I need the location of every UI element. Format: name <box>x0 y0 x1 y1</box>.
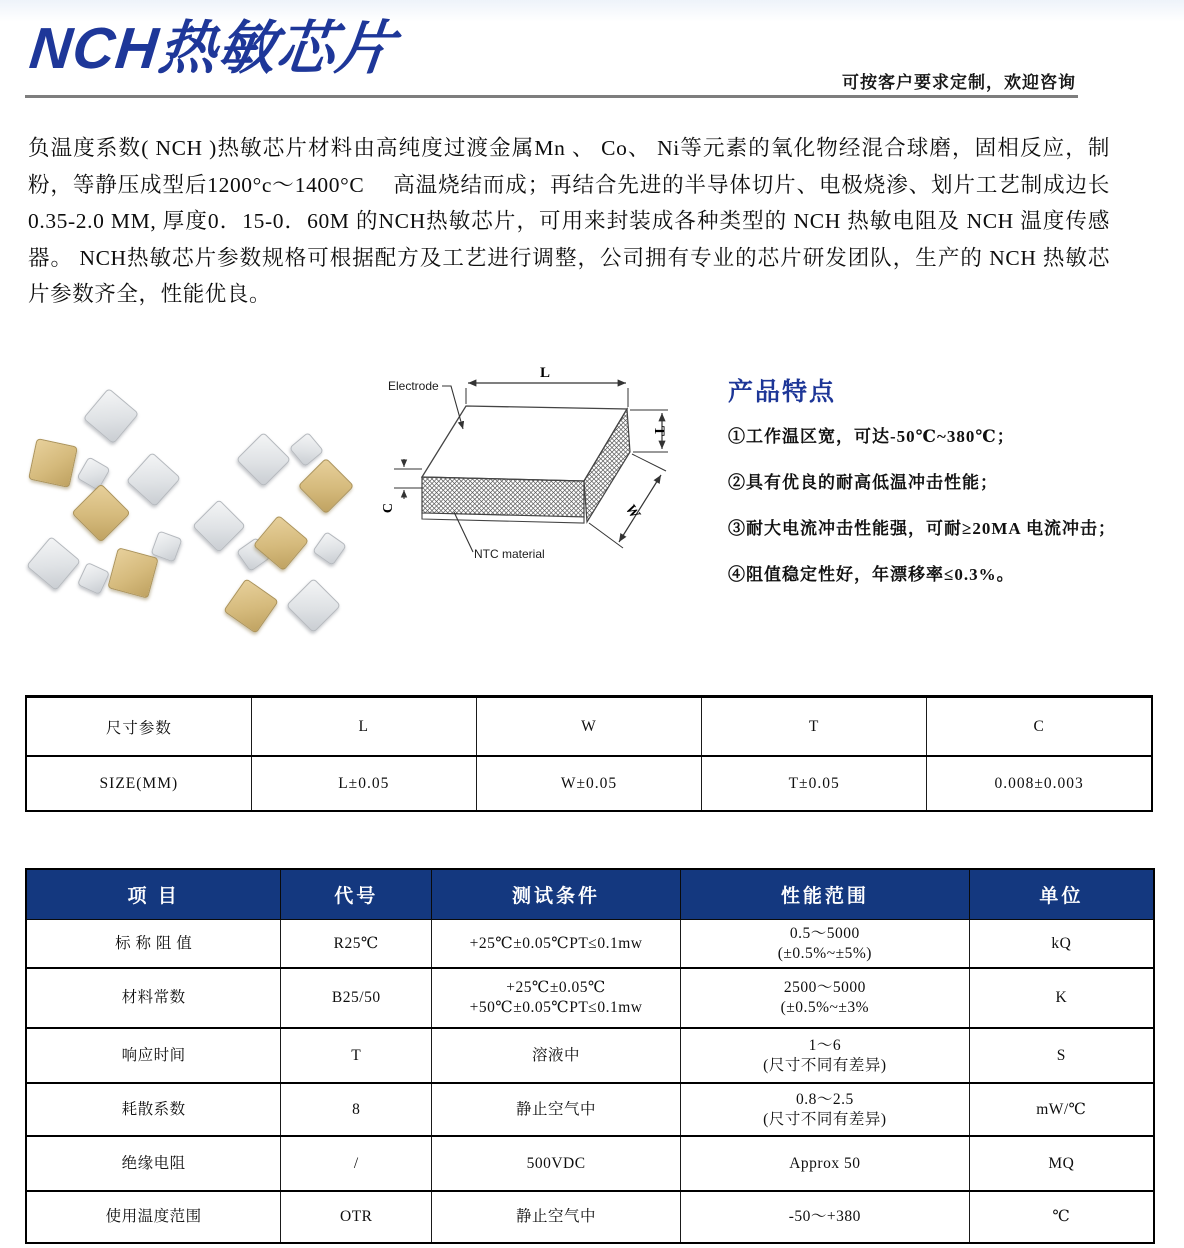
spec-table-cell: 0.8～2.5 (尺寸不同有差异) <box>680 1083 969 1136</box>
thermistor-chip <box>76 561 109 594</box>
feature-item: ③耐大电流冲击性能强，可耐≥20MA 电流冲击； <box>728 519 1116 538</box>
intro-paragraph: 负温度系数( NCH )热敏芯片材料由高纯度过渡金属Mn 、 Co、 Ni等元素的氧化物经混合球磨，固相反应，制粉，等静压成型后1200°c～1400°C 高温烧结而成；再结合先进的半导体切片、电极烧渗、划片工艺制成边长0.35-2.0 MM, 厚度0．15-0．60M 的NCH热敏芯片，可用来封装成各种类型的 NCH 热敏电阻及 NCH 温度传感器。 NCH热敏芯片参数规格可根据配方及工艺进行调整，公司拥有专业的芯片研发团队，生产的 NCH 热敏芯片参数齐全，性能优良。 <box>28 136 1110 306</box>
spec-table-cell: 标 称 阻 值 <box>26 920 281 969</box>
chip-front-face-ntc <box>422 477 584 517</box>
spec-table-column-header: 单位 <box>969 869 1154 920</box>
thermistor-chip <box>312 531 347 566</box>
size-table-header-row <box>26 697 1152 757</box>
chip-dimension-diagram <box>378 362 700 582</box>
spec-table-column-header: 代号 <box>281 869 432 920</box>
spec-table-cell: 溶液中 <box>432 1028 681 1083</box>
spec-table-row <box>26 1028 1154 1083</box>
size-table-cell: L <box>251 697 476 757</box>
spec-table-cell: 500VDC <box>432 1136 681 1191</box>
spec-table-cell: B25/50 <box>281 968 432 1028</box>
size-table-cell: C <box>927 697 1152 757</box>
size-table <box>25 695 1153 812</box>
feature-item: ④阻值稳定性好，年漂移率≤0.3%。 <box>728 565 1015 584</box>
spec-table-cell: 8 <box>281 1083 432 1136</box>
spec-table-row <box>26 920 1154 969</box>
size-table-cell: W±0.05 <box>476 756 701 811</box>
spec-table-cell: R25℃ <box>281 920 432 969</box>
thermistor-chip <box>26 536 81 591</box>
spec-table-column-header: 测试条件 <box>432 869 681 920</box>
spec-table <box>25 868 1155 1244</box>
size-table-cell: T <box>702 697 927 757</box>
spec-table-row <box>26 1083 1154 1136</box>
thermistor-chip <box>107 547 158 598</box>
dim-label-c: C <box>381 502 396 514</box>
dim-label-l: L <box>539 365 551 381</box>
size-table-cell: T±0.05 <box>702 756 927 811</box>
features-section <box>728 372 1180 606</box>
header-divider <box>25 95 1078 98</box>
spec-table-row <box>26 1136 1154 1191</box>
feature-item: ②具有优良的耐高低温冲击性能； <box>728 473 998 492</box>
thermistor-chip <box>288 431 323 466</box>
thermistor-chip <box>235 431 290 486</box>
spec-table-cell: +25℃±0.05℃PT≤0.1mw <box>432 920 681 969</box>
size-table-cell: SIZE(MM) <box>26 756 251 811</box>
features-list <box>728 422 1180 585</box>
spec-table-cell: 响应时间 <box>26 1028 281 1083</box>
size-table-cell: W <box>476 697 701 757</box>
spec-table-cell: 1～6 (尺寸不同有差异) <box>680 1028 969 1083</box>
thermistor-chip <box>223 578 279 634</box>
spec-table-cell: 材料常数 <box>26 968 281 1028</box>
thermistor-chip <box>285 577 340 632</box>
spec-table-cell: -50～+380 <box>680 1191 969 1243</box>
spec-table-cell: / <box>281 1136 432 1191</box>
header-tagline: 可按客户要求定制，欢迎咨询 <box>842 73 1076 92</box>
size-table-cell: L±0.05 <box>251 756 476 811</box>
spec-table-cell: 静止空气中 <box>432 1083 681 1136</box>
dim-label-w: W <box>621 501 643 522</box>
spec-table-cell: Approx 50 <box>680 1136 969 1191</box>
spec-table-cell: 0.5～5000 (±0.5%~±5%) <box>680 920 969 969</box>
thermistor-chip <box>76 456 110 490</box>
spec-table-cell: T <box>281 1028 432 1083</box>
thermistor-chip <box>28 438 78 488</box>
spec-table-cell: 2500～5000 (±0.5%~±3% <box>680 968 969 1028</box>
spec-table-cell: OTR <box>281 1191 432 1243</box>
spec-table-cell: 耗散系数 <box>26 1083 281 1136</box>
spec-table-cell: K <box>969 968 1154 1028</box>
feature-item: ①工作温区宽，可达-50℃~380℃； <box>728 427 1015 446</box>
dim-label-t: T <box>651 425 667 437</box>
thermistor-chip <box>298 458 355 515</box>
spec-table-row <box>26 1191 1154 1243</box>
spec-table-cell: 静止空气中 <box>432 1191 681 1243</box>
page-title: NCH热敏芯片 <box>26 16 399 81</box>
spec-table-cell: +25℃±0.05℃ +50℃±0.05℃PT≤0.1mw <box>432 968 681 1028</box>
spec-table-cell: kQ <box>969 920 1154 969</box>
spec-table-cell: S <box>969 1028 1154 1083</box>
size-table-cell: 0.008±0.003 <box>927 756 1152 811</box>
thermistor-chip <box>83 388 139 444</box>
spec-table-column-header: 项 目 <box>26 869 281 920</box>
spec-table-row <box>26 968 1154 1028</box>
thermistor-chip <box>125 451 180 506</box>
features-heading: 产品特点 <box>728 378 837 406</box>
spec-table-column-header: 性能范围 <box>680 869 969 920</box>
spec-table-cell: MQ <box>969 1136 1154 1191</box>
spec-table-cell: 使用温度范围 <box>26 1191 281 1243</box>
spec-table-cell: mW/℃ <box>969 1083 1154 1136</box>
size-table-data-row <box>26 756 1152 811</box>
ntc-material-label: NTC material <box>474 547 545 561</box>
electrode-label: Electrode <box>388 379 439 393</box>
thermistor-chip <box>71 483 130 542</box>
spec-table-cell: 绝缘电阻 <box>26 1136 281 1191</box>
size-table-cell: 尺寸参数 <box>26 697 251 757</box>
thermistor-chip <box>192 499 246 553</box>
spec-table-cell: ℃ <box>969 1191 1154 1243</box>
